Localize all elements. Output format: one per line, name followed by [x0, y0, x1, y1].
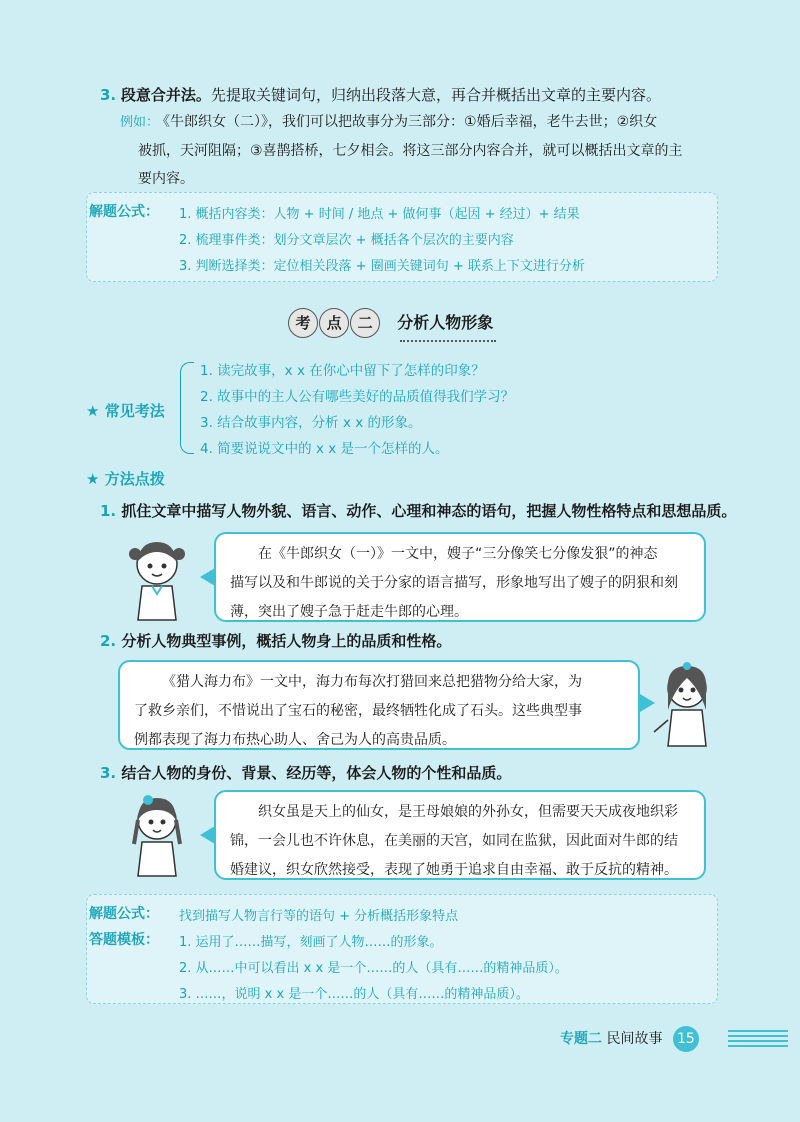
- list-item: 2. 故事中的主人公有哪些美好的品质值得我们学习？: [200, 389, 515, 405]
- point-1-heading: 1. 抓住文章中描写人物外貌、语言、动作、心理和神态的语句，把握人物性格特点和思想品质。: [100, 502, 737, 520]
- list-item: 3. 结合故事内容，分析 x x 的形象。: [200, 415, 422, 431]
- page-number: 15: [673, 1026, 699, 1052]
- topic-tag: 专题二: [560, 1031, 602, 1047]
- girl-illustration-icon: [118, 534, 196, 624]
- common-questions-list: [200, 358, 514, 462]
- method3-example: 例如： 《牛郎织女（二）》，我们可以把故事分为三部分：①婚后幸福，老牛去世；②织女 被抓，天河阻隔；③喜鹊搭桥，七夕相会。将这三部分内容合并，就可以概括出文章的主 要内容。: [120, 114, 683, 187]
- method3-heading: 3. 段意合并法。先提取关键词句，归纳出段落大意，再合并概括出文章的主要内容。: [100, 86, 661, 104]
- methods-label: ★ 方法点拨: [86, 470, 165, 488]
- page-footer: [560, 1026, 699, 1054]
- section-heading: [288, 308, 518, 344]
- formula-line-1: 1. 概括内容类：人物 + 时间 / 地点 + 做何事（起因 + 经过）+ 结果: [179, 207, 580, 222]
- point-3-heading: 3. 结合人物的身份、背景、经历等，体会人物的个性和品质。: [100, 764, 512, 782]
- girl-illustration-icon: [118, 790, 196, 880]
- star-icon: ★: [86, 470, 100, 488]
- formula-box-1: [86, 192, 718, 282]
- section-badge-char: 二: [350, 308, 380, 338]
- bubble-pointer: [200, 826, 215, 844]
- formula-line-2: 2. 梳理事件类：划分文章层次 + 概括各个层次的主要内容: [179, 233, 514, 248]
- bubble-pointer: [200, 568, 215, 586]
- section-title: 分析人物形象: [397, 313, 494, 332]
- formula-line: 找到描写人物言行等的语句 + 分析概括形象特点: [179, 909, 459, 924]
- brace-icon: [180, 362, 194, 454]
- decorative-lines: [728, 1030, 788, 1048]
- formula-title: 解题公式：: [89, 204, 159, 220]
- footer-title: 民间故事: [606, 1031, 663, 1047]
- section-badge-char: 考: [288, 308, 318, 338]
- template-title: 答题模板：: [89, 932, 159, 948]
- template-line-2: 2. 从……中可以看出 x x 是一个……的人（具有……的精神品质）。: [179, 961, 568, 976]
- star-icon: ★: [86, 402, 100, 420]
- example-bubble-1: 在《牛郎织女（一）》一文中，嫂子“三分像笑七分像发狠”的神态 描写以及和牛郎说的关于分家的语言描写，形象地写出了嫂子的阴狠和刻 薄，突出了嫂子急于赶走牛郎的心理。: [214, 532, 706, 622]
- section-title-underline: [400, 340, 496, 342]
- template-line-1: 1. 运用了……描写，刻画了人物……的形象。: [179, 935, 443, 950]
- example-bubble-3: 织女虽是天上的仙女，是王母娘娘的外孙女，但需要天天成夜地织彩 锦，一会儿也不许休息，在美丽的天宫，如同在监狱，因此面对牛郎的结 婚建议，织女欣然接受，表现了她勇于追求自由幸福、敢于反抗的精神。: [214, 790, 706, 880]
- formula-title: 解题公式：: [89, 906, 159, 922]
- list-item: 4. 简要说说文中的 x x 是一个怎样的人。: [200, 441, 449, 457]
- example-bubble-2: 《猎人海力布》一文中，海力布每次打猎回来总把猎物分给大家，为 了救乡亲们，不惜说出了宝石的秘密，最终牺牲化成了石头。这些典型事 例都表现了海力布热心助人、舍己为人的高贵品质。: [118, 660, 640, 750]
- formula-line-3: 3. 判断选择类：定位相关段落 + 圈画关键词句 + 联系上下文进行分析: [179, 259, 585, 274]
- list-item: 1. 读完故事，x x 在你心中留下了怎样的印象？: [200, 363, 485, 379]
- section-badge-char: 点: [319, 308, 349, 338]
- girl-illustration-icon: [648, 660, 726, 750]
- point-2-heading: 2. 分析人物典型事例，概括人物身上的品质和性格。: [100, 632, 452, 650]
- template-line-3: 3. ……，说明 x x 是一个……的人（具有……的精神品质）。: [179, 987, 529, 1002]
- common-questions-label: ★ 常见考法: [86, 402, 165, 420]
- formula-box-2: [86, 894, 718, 1004]
